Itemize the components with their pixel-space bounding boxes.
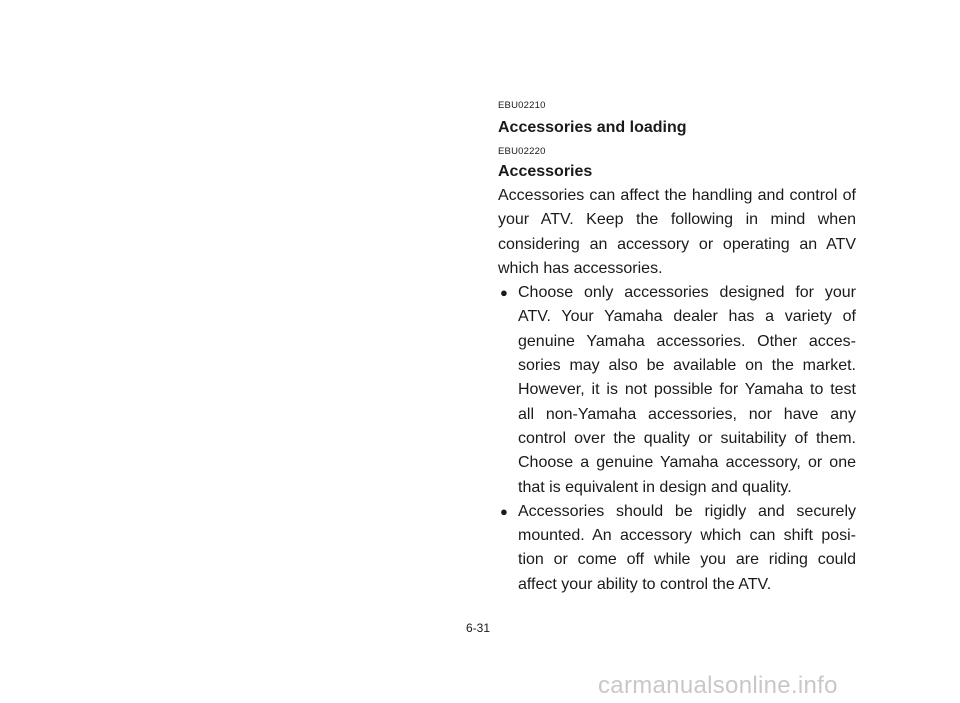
bullet-icon: ●	[500, 503, 508, 519]
bullet-icon: ●	[500, 285, 508, 301]
section-heading: Accessories and loading	[498, 119, 687, 136]
subsection-heading: Accessories	[498, 163, 593, 180]
subsection-code: EBU02220	[498, 146, 546, 157]
content-column	[498, 100, 856, 597]
watermark: carmanualsonline.info	[598, 672, 838, 699]
intro-paragraph: Accessories can affect the handling and control of your ATV. Keep the following in mind when considering an accessory or operating an ATV which has accessories.	[498, 187, 856, 277]
section-code: EBU02210	[498, 100, 546, 111]
page-number: 6-31	[466, 621, 491, 635]
bullet-list	[498, 281, 856, 597]
bullet-text: Choose only accessories designed for your ATV. Your Yamaha dealer has a variety of genuine Yamaha accessories. Other acces-sories may also be available on the market. However, it is not possible for Yamaha to test all non-Yamaha accessories, nor have any control over the quality or suitability of them. Choose a genuine Yamaha accessory, or one that is equivalent in design and quality.	[518, 284, 856, 496]
bullet-item	[498, 500, 856, 597]
bullet-item	[498, 281, 856, 500]
bullet-text: Accessories should be rigidly and securely mounted. An accessory which can shift posi-tion or come off while you are riding could affect your ability to control the ATV.	[518, 502, 856, 593]
